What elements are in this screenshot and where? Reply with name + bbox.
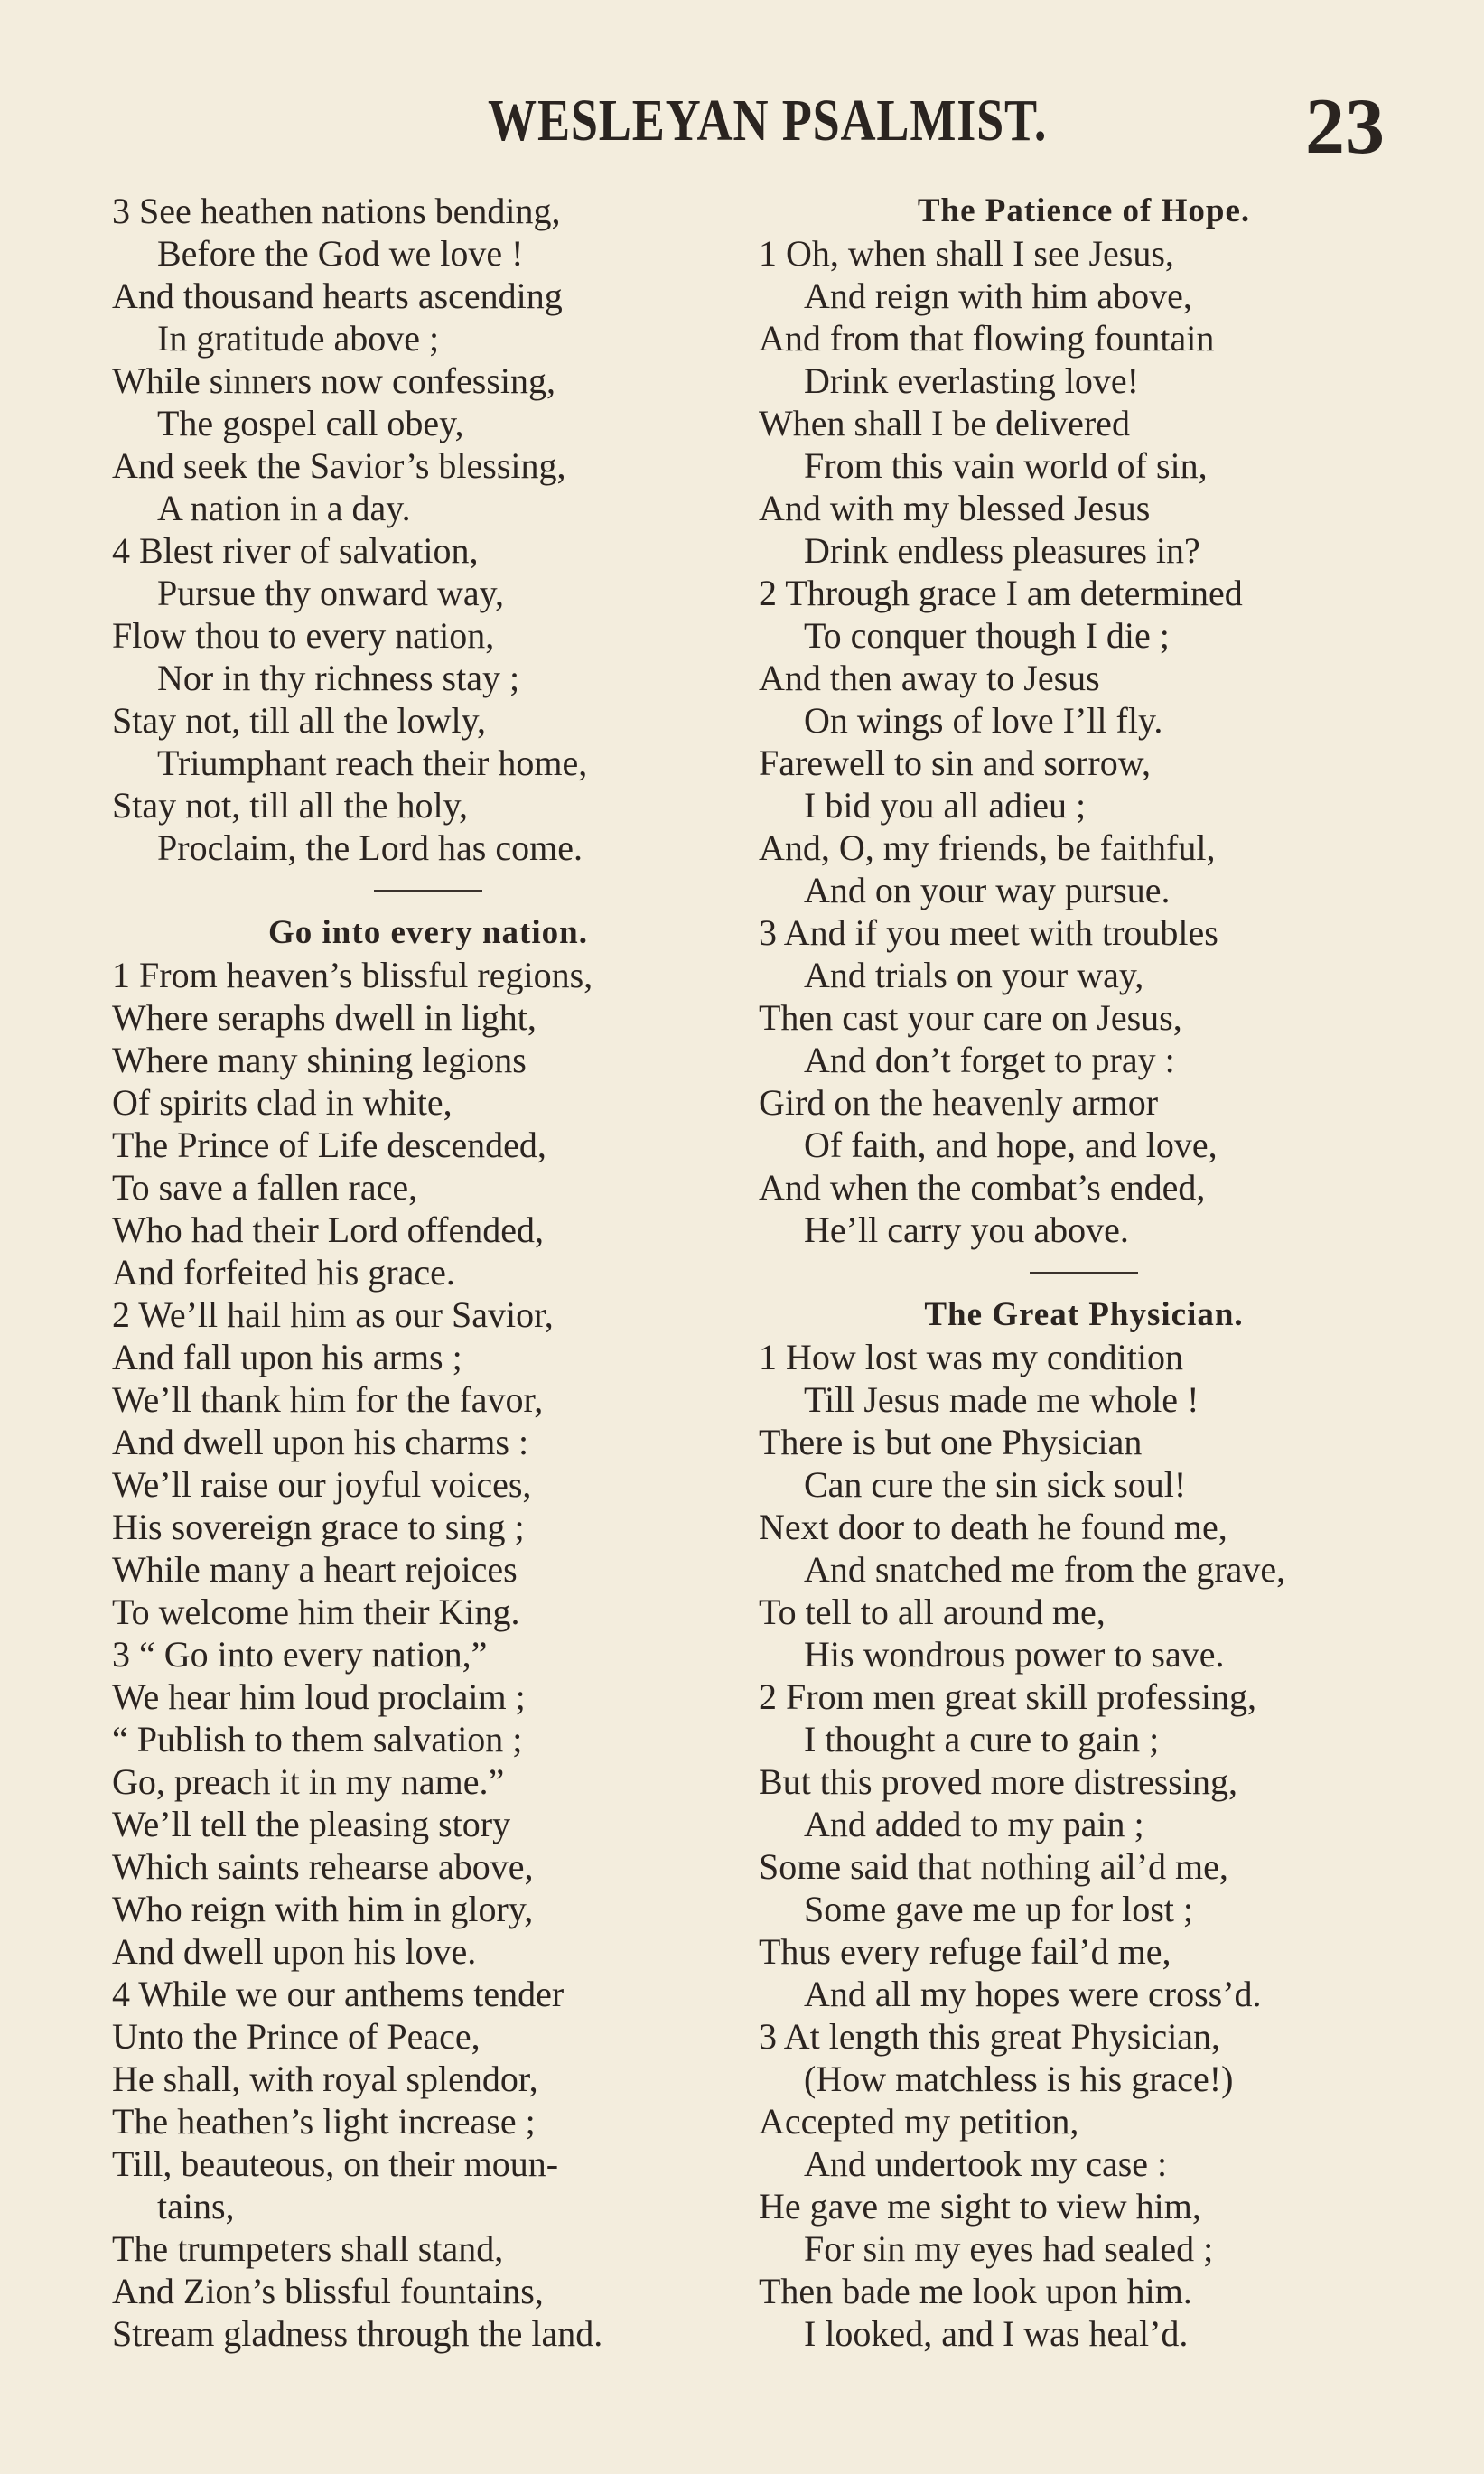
verse-line: Till, beauteous, on their moun- <box>112 2143 559 2184</box>
verse-line: Nor in thy richness stay ; <box>157 658 520 698</box>
hymn-divider <box>759 1251 1409 1293</box>
verse-line: And with my blessed Jesus <box>759 488 1151 528</box>
verse-line: Some said that nothing ail’d me, <box>759 1846 1228 1887</box>
verse-line: 3 See heathen nations bending, <box>112 191 561 231</box>
verse-line: 3 At length this great Physician, <box>759 2016 1221 2057</box>
verse-line: Before the God we love ! <box>157 233 524 274</box>
verse-line: 1 How lost was my condition <box>759 1337 1183 1377</box>
verse-line: While sinners now confessing, <box>112 360 556 401</box>
verse-line: Proclaim, the Lord has come. <box>157 827 583 868</box>
verse-line: In gratitude above ; <box>157 318 440 359</box>
verse-line: Go, preach it in my name.” <box>112 1761 505 1802</box>
verse-line: And from that flowing fountain <box>759 318 1215 359</box>
verse-line: And forfeited his grace. <box>112 1252 455 1293</box>
verse-line: Who had their Lord offended, <box>112 1209 544 1250</box>
verse-line: On wings of love I’ll fly. <box>804 700 1163 741</box>
verse-line: Farewell to sin and sorrow, <box>759 742 1151 783</box>
verse-line: And added to my pain ; <box>804 1804 1144 1844</box>
verse-line: We’ll raise our joyful voices, <box>112 1464 532 1505</box>
verse-line: And, O, my friends, be faithful, <box>759 827 1216 868</box>
verse-line: And fall upon his arms ; <box>112 1337 462 1377</box>
verse-line: His sovereign grace to sing ; <box>112 1507 525 1547</box>
verse-line: While many a heart rejoices <box>112 1549 518 1590</box>
verse-line: 3 And if you meet with troubles <box>759 912 1218 953</box>
running-title: WESLEYAN PSALMIST. <box>488 88 1048 154</box>
verse-line: To tell to all around me, <box>759 1592 1106 1632</box>
verse-line: Accepted my petition, <box>759 2101 1079 2142</box>
right-column <box>759 190 1409 2355</box>
verse-line: And thousand hearts ascending <box>112 275 563 316</box>
verse-line: For sin my eyes had sealed ; <box>804 2228 1214 2269</box>
left-column <box>112 190 744 2355</box>
verse-line: 2 From men great skill professing, <box>759 1676 1257 1717</box>
verse-line: To save a fallen race, <box>112 1167 418 1208</box>
verse-line: And Zion’s blissful fountains, <box>112 2271 544 2311</box>
verse-line: I looked, and I was heal’d. <box>804 2313 1189 2354</box>
verse-line: And when the combat’s ended, <box>759 1167 1206 1208</box>
verse-line: 4 Blest river of salvation, <box>112 530 479 571</box>
verse-line: The heathen’s light increase ; <box>112 2101 536 2142</box>
verse-line: 3 “ Go into every nation,” <box>112 1634 488 1675</box>
verse-line: Where seraphs dwell in light, <box>112 997 537 1038</box>
hymn-title: The Great Physician. <box>924 1296 1244 1333</box>
verse-line: To welcome him their King. <box>112 1592 520 1632</box>
verse-line: And dwell upon his love. <box>112 1931 477 1972</box>
verse-line: Where many shining legions <box>112 1040 527 1080</box>
verse-line: And undertook my case : <box>804 2143 1168 2184</box>
verse-line: I thought a cure to gain ; <box>804 1719 1160 1760</box>
verse-line: And on your way pursue. <box>804 870 1171 910</box>
verse-line: Drink everlasting love! <box>804 360 1139 401</box>
verse-line: He’ll carry you above. <box>804 1209 1129 1250</box>
verse-line: And don’t forget to pray : <box>804 1040 1175 1080</box>
verse-line: 1 Oh, when shall I see Jesus, <box>759 233 1174 274</box>
verse-line: And then away to Jesus <box>759 658 1100 698</box>
verse-line: 4 While we our anthems tender <box>112 1974 565 2014</box>
verse-line: “ Publish to them salvation ; <box>112 1719 523 1760</box>
verse-line: Which saints rehearse above, <box>112 1846 534 1887</box>
verse-line: 2 We’ll hail him as our Savior, <box>112 1294 554 1335</box>
verse-line: Till Jesus made me whole ! <box>804 1379 1199 1420</box>
verse-line: A nation in a day. <box>157 488 411 528</box>
verse-line: When shall I be delivered <box>759 403 1130 443</box>
verse-line: Of faith, and hope, and love, <box>804 1125 1218 1165</box>
verse-line: From this vain world of sin, <box>804 445 1208 486</box>
divider-rule <box>374 890 482 892</box>
verse-line: We’ll thank him for the favor, <box>112 1379 544 1420</box>
verse-line: And trials on your way, <box>804 955 1144 995</box>
verse-line: Of spirits clad in white, <box>112 1082 453 1123</box>
verse-line: Some gave me up for lost ; <box>804 1889 1194 1929</box>
verse-line: And reign with him above, <box>804 275 1192 316</box>
divider-rule <box>1030 1272 1138 1274</box>
hymn-title: The Patience of Hope. <box>917 192 1251 229</box>
verse-line: And seek the Savior’s blessing, <box>112 445 566 486</box>
verse-line: I bid you all adieu ; <box>804 785 1087 826</box>
verse-line: The trumpeters shall stand, <box>112 2228 504 2269</box>
verse-line: Stream gladness through the land. <box>112 2313 603 2354</box>
verse-line: The Prince of Life descended, <box>112 1125 546 1165</box>
verse-line: He shall, with royal splendor, <box>112 2059 538 2099</box>
verse-line: Flow thou to every nation, <box>112 615 495 656</box>
verse-line: He gave me sight to view him, <box>759 2186 1201 2227</box>
verse-line: And snatched me from the grave, <box>804 1549 1286 1590</box>
verse-line: (How matchless is his grace!) <box>804 2059 1234 2099</box>
verse-line: And dwell upon his charms : <box>112 1422 529 1462</box>
page-number: 23 <box>1305 83 1385 171</box>
verse-line: Pursue thy onward way, <box>157 573 505 613</box>
verse-line: 2 Through grace I am determined <box>759 573 1243 613</box>
verse-line: Unto the Prince of Peace, <box>112 2016 481 2057</box>
verse-line: His wondrous power to save. <box>804 1634 1225 1675</box>
verse-line: The gospel call obey, <box>157 403 464 443</box>
verse-line: Stay not, till all the holy, <box>112 785 469 826</box>
verse-line: Gird on the heavenly armor <box>759 1082 1159 1123</box>
verse-line: Then cast your care on Jesus, <box>759 997 1182 1038</box>
verse-line: Then bade me look upon him. <box>759 2271 1192 2311</box>
verse-line: To conquer though I die ; <box>804 615 1170 656</box>
verse-line: tains, <box>157 2186 235 2227</box>
verse-line: There is but one Physician <box>759 1422 1143 1462</box>
verse-line: Next door to death he found me, <box>759 1507 1227 1547</box>
verse-line: Triumphant reach their home, <box>157 742 588 783</box>
verse-line: Thus every refuge fail’d me, <box>759 1931 1171 1972</box>
verse-line: Can cure the sin sick soul! <box>804 1464 1187 1505</box>
verse-line: 1 From heaven’s blissful regions, <box>112 955 593 995</box>
verse-line: We hear him loud proclaim ; <box>112 1676 526 1717</box>
verse-line: But this proved more distressing, <box>759 1761 1237 1802</box>
verse-line: Who reign with him in glory, <box>112 1889 534 1929</box>
hymn-divider <box>112 869 744 911</box>
verse-line: We’ll tell the pleasing story <box>112 1804 511 1844</box>
hymn-title: Go into every nation. <box>268 914 588 951</box>
verse-line: And all my hopes were cross’d. <box>804 1974 1262 2014</box>
verse-line: Drink endless pleasures in? <box>804 530 1200 571</box>
verse-line: Stay not, till all the lowly, <box>112 700 487 741</box>
